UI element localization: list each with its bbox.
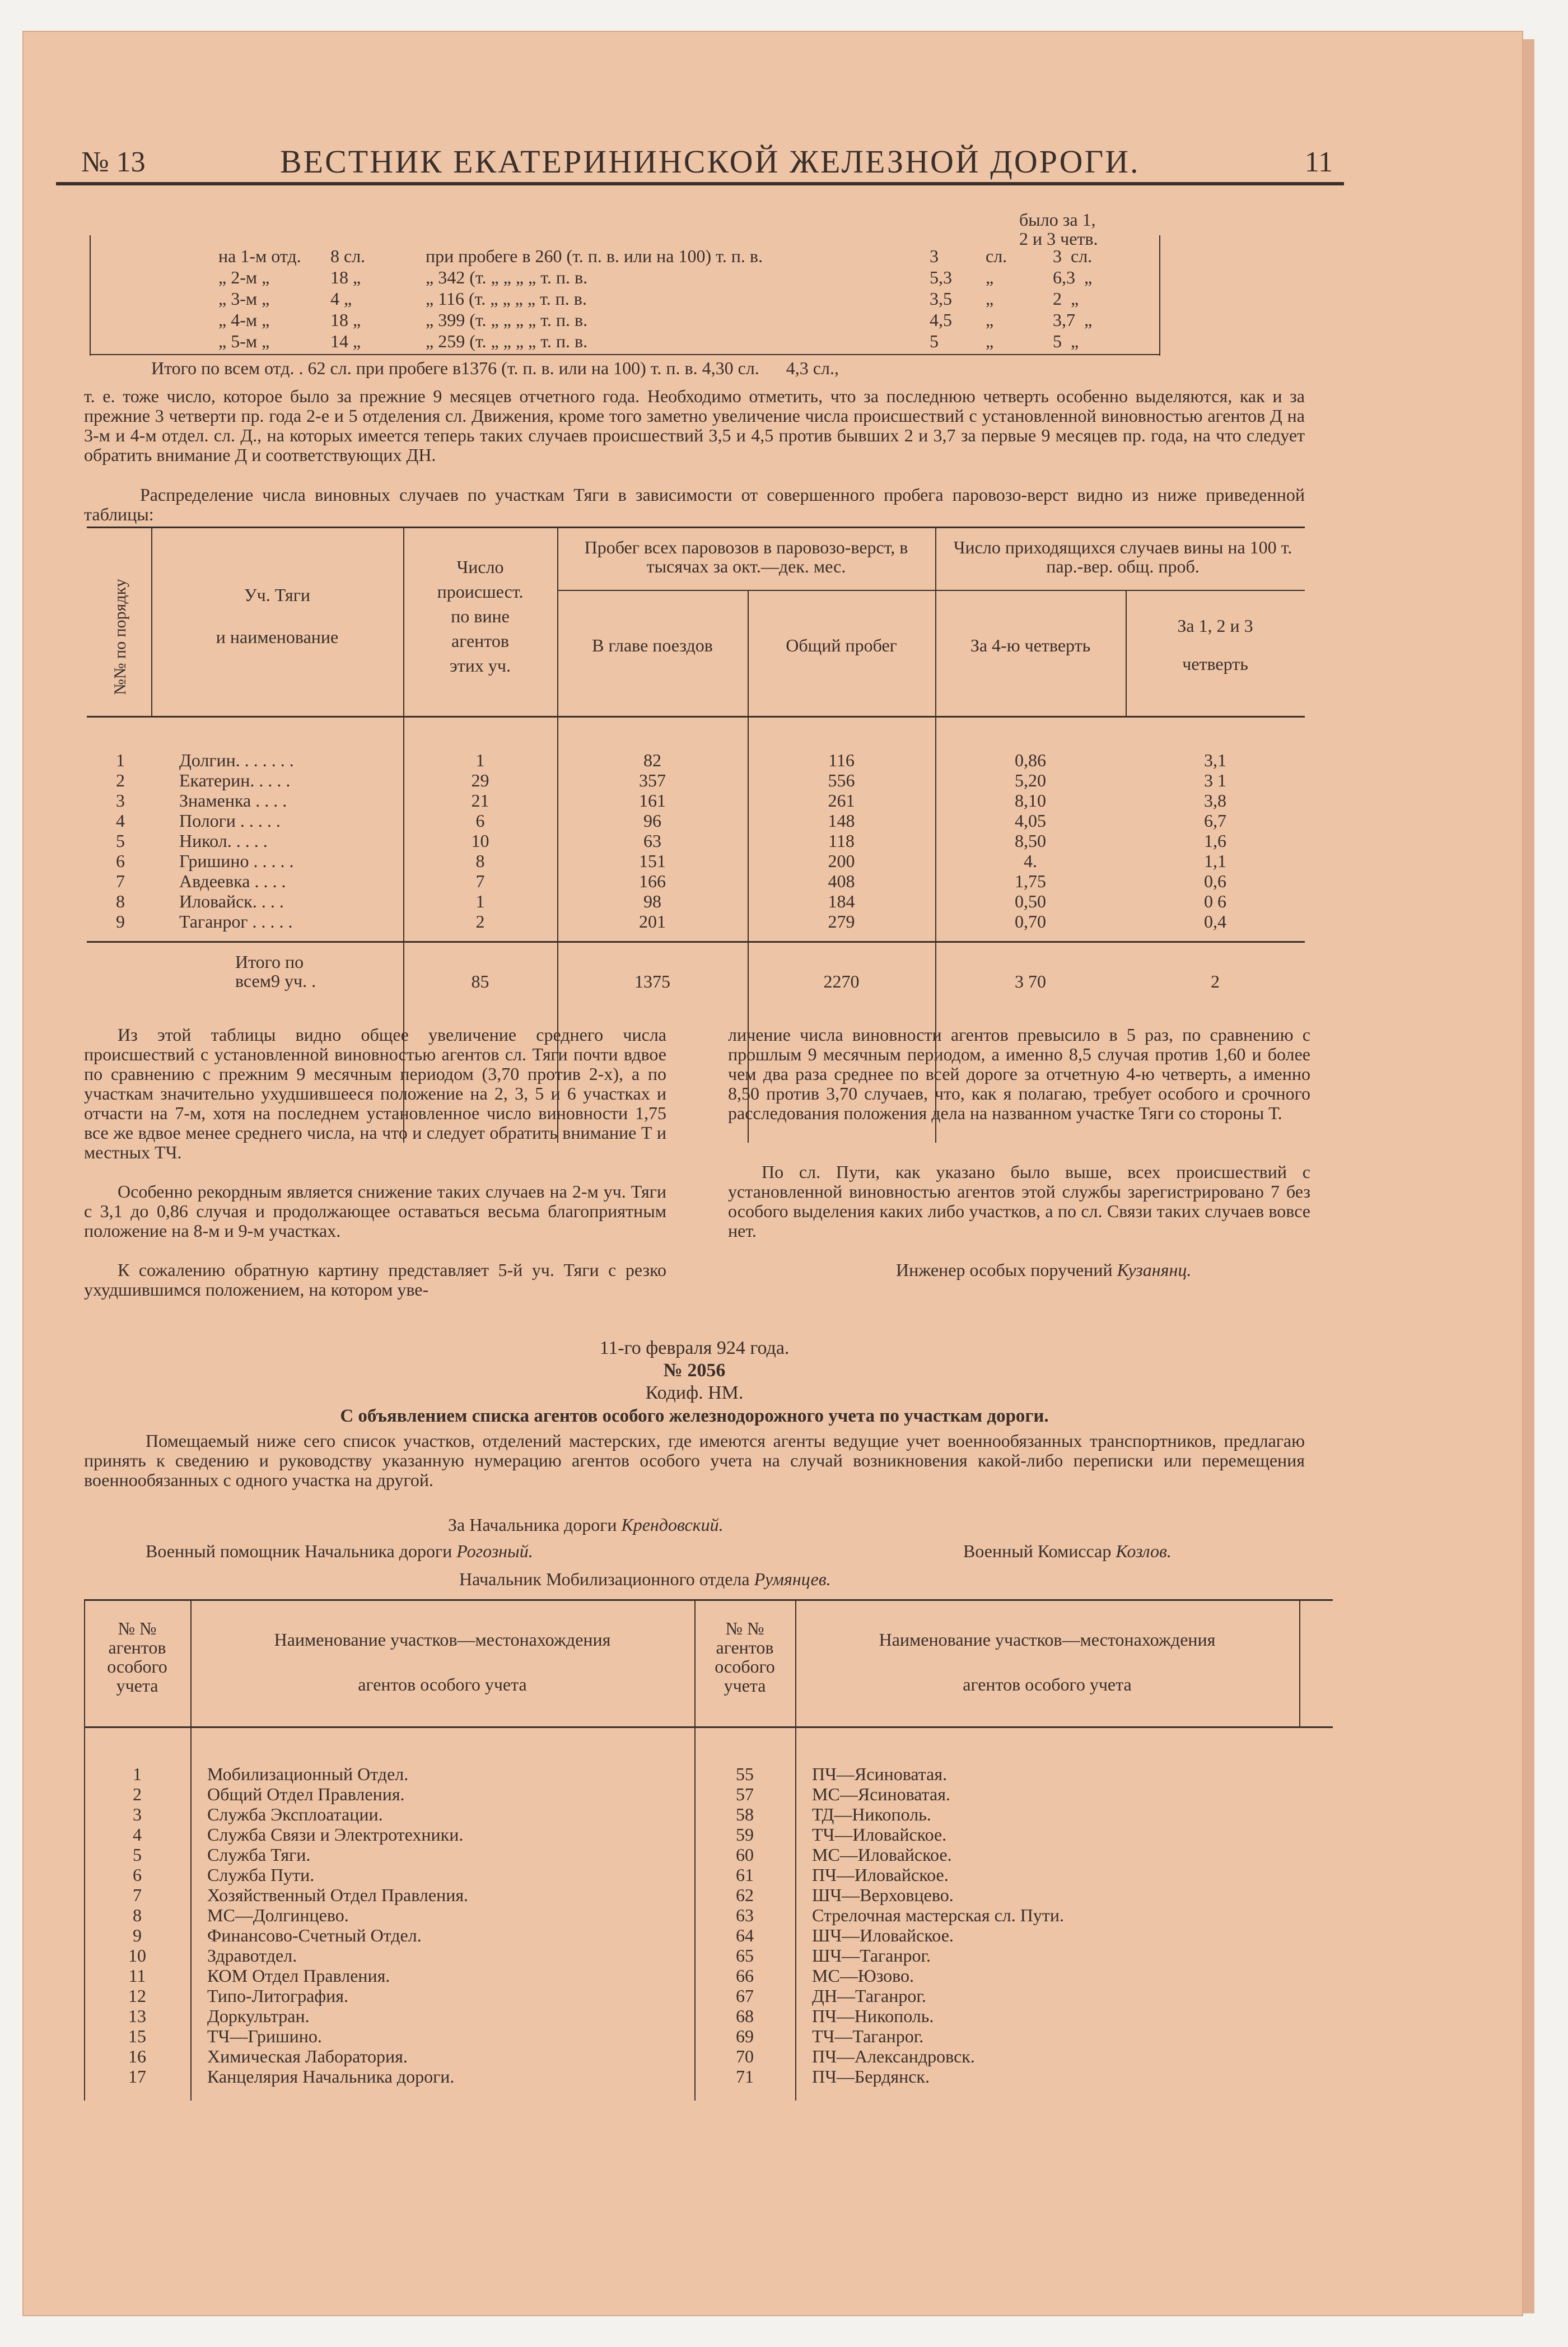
col-name-header-2: и наименование [216, 627, 339, 647]
stats-row-dept: „ 2-м „ [218, 267, 270, 287]
agent-location: ТЧ—Иловайское. [812, 1824, 947, 1845]
stats-row-unit: „ [986, 288, 994, 309]
stats-row-prev: 2 „ [1053, 288, 1079, 309]
col-rate-q4-header: За 4-ю четверть [970, 635, 1091, 655]
stats-row-dept: „ 5-м „ [218, 331, 270, 351]
agent-location: Служба Тяги. [207, 1845, 311, 1865]
row-run-trains: 82 [643, 750, 661, 770]
agents-num-header-left: № № агентов особого учета [107, 1618, 167, 1696]
row-incidents: 8 [475, 851, 485, 871]
row-rate-q13: 0,4 [1204, 911, 1226, 932]
stats-row-prev: 3 сл. [1053, 246, 1093, 266]
row-incidents: 7 [475, 871, 485, 891]
agent-location: Стрелочная мастерская сл. Пути. [812, 1905, 1064, 1925]
stats-row-count: 18 „ [330, 267, 361, 287]
page-number: 11 [1304, 146, 1333, 178]
agent-location: КОМ Отдел Правления. [207, 1966, 390, 1986]
paragraph-2: Распределение числа виновных случаев по участкам Тяги в зависимости от совершенного пробега паровозо-верст видно из ниже приведенной таблицы: [84, 485, 1305, 524]
row-number: 4 [116, 811, 125, 831]
row-run-total: 148 [828, 811, 855, 831]
newspaper-title: ВЕСТНИК ЕКАТЕРИНИНСКОЙ ЖЕЛЕЗНОЙ ДОРОГИ. [280, 143, 1140, 180]
row-run-total: 116 [828, 750, 855, 770]
row-depot-name: Долгин. . . . . . . [179, 750, 294, 770]
col-run-header: Пробег всех паровозов в паровозо-верст, в тысячах за окт.—дек. мес. [584, 537, 908, 576]
row-incidents: 2 [475, 911, 485, 932]
agent-location: ТЧ—Гришино. [207, 2026, 322, 2046]
agent-location: МС—Иловайское. [812, 1845, 952, 1865]
row-run-trains: 201 [639, 911, 666, 932]
agent-location: ТЧ—Таганрог. [812, 2026, 924, 2046]
col-rate-header: Число приходящихся случаев вины на 100 т. пар.-вер. общ. проб. [953, 537, 1292, 576]
row-rate-q13: 3,8 [1204, 790, 1226, 811]
stats-row-unit: „ [986, 310, 994, 330]
agent-number: 59 [736, 1824, 754, 1845]
row-depot-name: Знаменка . . . . [179, 790, 287, 811]
row-run-trains: 151 [639, 851, 666, 871]
agent-number: 67 [736, 1986, 754, 2006]
agent-location: Канцелярия Начальника дороги. [207, 2066, 455, 2087]
agent-location: МС—Долгинцево. [207, 1905, 349, 1925]
row-run-trains: 357 [639, 770, 666, 790]
row-depot-name: Авдеевка . . . . [179, 871, 286, 891]
row-rate-q13: 1,6 [1204, 831, 1226, 851]
stats-row-count: 8 сл. [330, 246, 366, 266]
total-run-trains: 1375 [634, 971, 670, 991]
row-run-total: 118 [828, 831, 855, 851]
signature-chief: За Начальника дороги Крендовский. [448, 1515, 724, 1535]
col-run-total-header: Общий пробег [786, 635, 897, 655]
stats-left-line [90, 235, 91, 356]
row-rate-q4: 1,75 [1015, 871, 1046, 891]
stats-row-rate: 3 [930, 246, 939, 266]
row-run-trains: 63 [643, 831, 661, 851]
row-depot-name: Таганрог . . . . . [179, 911, 293, 932]
row-number: 2 [116, 770, 125, 790]
row-incidents: 21 [471, 790, 489, 811]
stats-row-count: 18 „ [330, 310, 361, 330]
row-rate-q4: 4. [1024, 851, 1037, 871]
order-subject: С объявлением списка агентов особого железнодорожного учета по участкам дороги. [340, 1406, 1049, 1426]
agent-location: ПЧ—Александровск. [812, 2046, 975, 2066]
stats-right-line [1159, 235, 1160, 356]
agent-location: ПЧ—Никополь. [812, 2006, 934, 2026]
agent-number: 10 [128, 1945, 146, 1966]
stats-row-run: „ 259 (т. „ „ „ „ т. п. в. [426, 331, 588, 351]
total-run-all: 2270 [823, 971, 860, 991]
signature-mobilization: Начальник Мобилизационного отдела Румянцев. [459, 1569, 831, 1589]
row-number: 8 [116, 891, 125, 911]
total-rate-q4: 3 70 [1015, 971, 1046, 991]
stats-row-prev: 5 „ [1053, 331, 1079, 351]
stats-row-count: 14 „ [330, 331, 361, 351]
signature-engineer: Инженер особых поручений Кузанянц. [896, 1260, 1192, 1280]
row-rate-q13: 3,1 [1204, 750, 1226, 770]
agent-location: Химическая Лаборатория. [207, 2046, 408, 2066]
stats-row-run: „ 399 (т. „ „ „ „ т. п. в. [426, 310, 588, 330]
row-rate-q4: 0,86 [1015, 750, 1046, 770]
row-number: 7 [116, 871, 125, 891]
col-rate-q13-header: За 1, 2 и 3 четверть [1177, 616, 1253, 674]
agent-number: 58 [736, 1804, 754, 1824]
row-number: 3 [116, 790, 125, 811]
right-column-p2: По сл. Пути, как указано было выше, всех происшествий с установленной виновностью агентов этой службы зарегистрировано 7 без особого выделения каких либо участков, а по сл. Связи таких случаев вовсе нет. [728, 1162, 1310, 1241]
agent-number: 62 [736, 1885, 754, 1905]
row-rate-q13: 6,7 [1204, 811, 1226, 831]
row-run-total: 408 [828, 871, 855, 891]
stats-row-rate: 5 [930, 331, 939, 351]
agent-number: 16 [128, 2046, 146, 2066]
agent-location: ПЧ—Иловайское. [812, 1865, 949, 1885]
agents-num-header-right: № № агентов особого учета [715, 1618, 775, 1696]
signature-commissar: Военный Комиссар Козлов. [963, 1541, 1172, 1561]
agent-location: Здравотдел. [207, 1945, 297, 1966]
agent-location: Служба Эксплоатации. [207, 1804, 383, 1824]
row-run-trains: 161 [639, 790, 666, 811]
row-run-total: 184 [828, 891, 855, 911]
left-column-p1: Из этой таблицы видно общее увеличение среднего числа происшествий с установленной виновностью агентов сл. Тяги почти вдвое по сравнению с прежним 9 месячным периодом (3,70 против 2-х), а по участкам значительно ухудшившееся положение на 2, 3, 5 и 6 участках и отчасти на 7-м, хотя на последнем установленное число виновности 1,75 все же вдвое менее среднего числа, на что и следует обратить внимание Т и местных ТЧ. [84, 1025, 666, 1162]
row-rate-q4: 4,05 [1015, 811, 1046, 831]
agent-location: Общий Отдел Правления. [207, 1784, 405, 1804]
row-incidents: 1 [475, 750, 485, 770]
row-depot-name: Никол. . . . . [179, 831, 268, 851]
row-run-total: 261 [828, 790, 855, 811]
agent-location: ШЧ—Верховцево. [812, 1885, 954, 1905]
right-column-p1: личение числа виновности агентов превысило в 5 раз, по сравнению с прошлым 9 месячным периодом, а именно 8,5 случая против 1,60 и более чем два раза среднее по всей дороге за отчетную 4-ю четверть, а именно 8,50 против 3,70 случаев, что, как я полагаю, требует особого и срочного расследования положения дела на названном участке Тяги со стороны Т. [728, 1025, 1310, 1123]
agent-location: МС—Ясиноватая. [812, 1784, 950, 1804]
col-name-header-1: Уч. Тяги [244, 585, 311, 605]
agent-location: ПЧ—Бердянск. [812, 2066, 930, 2087]
agent-number: 12 [128, 1986, 146, 2006]
row-depot-name: Иловайск. . . . [179, 891, 284, 911]
agent-number: 63 [736, 1905, 754, 1925]
row-number: 5 [116, 831, 125, 851]
agent-number: 7 [133, 1885, 142, 1905]
prev-period-label: было за 1, 2 и 3 четв. [1019, 209, 1098, 249]
agent-number: 69 [736, 2026, 754, 2046]
agent-location: Служба Пути. [207, 1865, 315, 1885]
row-incidents: 1 [475, 891, 485, 911]
agent-location: ДН—Таганрог. [812, 1986, 926, 2006]
row-rate-q13: 0,6 [1204, 871, 1226, 891]
stats-row-unit: „ [986, 331, 994, 351]
row-rate-q13: 3 1 [1204, 770, 1226, 790]
row-rate-q13: 0 6 [1204, 891, 1226, 911]
agent-number: 65 [736, 1945, 754, 1966]
agent-number: 11 [128, 1966, 146, 1986]
agents-name-header-right-2: агентов особого учета [963, 1674, 1132, 1694]
row-run-trains: 166 [639, 871, 666, 891]
page-header [56, 143, 1344, 182]
stats-row-count: 4 „ [330, 288, 352, 309]
col-run-trains-header: В главе поездов [592, 635, 713, 655]
row-run-trains: 96 [643, 811, 661, 831]
agent-number: 8 [133, 1905, 142, 1925]
agent-location: Мобилизационный Отдел. [207, 1764, 409, 1784]
row-number: 9 [116, 911, 125, 932]
agent-number: 64 [736, 1925, 754, 1945]
stats-row-unit: „ [986, 267, 994, 287]
agent-number: 70 [736, 2046, 754, 2066]
agent-location: ТД—Никополь. [812, 1804, 931, 1824]
row-run-total: 279 [828, 911, 855, 932]
row-number: 1 [116, 750, 125, 770]
agent-number: 66 [736, 1966, 754, 1986]
row-run-trains: 98 [643, 891, 661, 911]
stats-row-prev: 3,7 „ [1053, 310, 1093, 330]
left-column-p3: К сожалению обратную картину представляет 5-й уч. Тяги с резко ухудшившимся положением, на котором уве- [84, 1260, 666, 1300]
stats-row-dept: „ 4-м „ [218, 310, 270, 330]
agent-number: 61 [736, 1865, 754, 1885]
paragraph-1: т. е. тоже число, которое было за прежние 9 месяцев отчетного года. Необходимо отметить, что за последнюю четверть особенно выделяются, как и за прежние 3 четверти пр. года 2-е и 5 отделения сл. Движения, кроме того заметно увеличение числа происшествий с установленной виновностью агентов Д на 3-м и 4-м отдел. сл. Д., на которых имеется теперь таких случаев происшествий 3,5 и 4,5 против бывших 2 и 3,7 за первые 9 месяцев пр. года, на что следует обратить внимание Д и соответствующих ДН. [84, 386, 1305, 465]
agent-number: 60 [736, 1845, 754, 1865]
stats-row-rate: 3,5 [930, 288, 952, 309]
stats-row-dept: „ 3-м „ [218, 288, 270, 309]
row-rate-q4: 0,50 [1015, 891, 1046, 911]
agent-number: 5 [133, 1845, 142, 1865]
order-number: № 2056 [663, 1360, 726, 1381]
issue-number: № 13 [81, 146, 146, 178]
row-rate-q4: 8,10 [1015, 790, 1046, 811]
stats-rule [90, 354, 1159, 355]
agents-name-header-left-1: Наименование участков—местонахождения [274, 1629, 611, 1650]
agent-number: 71 [736, 2066, 754, 2087]
agent-number: 1 [133, 1764, 142, 1784]
signature-military-assistant: Военный помощник Начальника дороги Рогозный. [146, 1541, 533, 1561]
agent-location: Доркультран. [207, 2006, 310, 2026]
agent-number: 57 [736, 1784, 754, 1804]
total-count: 85 [471, 971, 489, 991]
agent-location: МС—Юзово. [812, 1966, 914, 1986]
agent-number: 17 [128, 2066, 146, 2087]
agent-location: ШЧ—Иловайское. [812, 1925, 954, 1945]
col-count-header: Число происшест. по вине агентов этих уч. [437, 557, 524, 676]
agent-number: 13 [128, 2006, 146, 2026]
agent-number: 3 [133, 1804, 142, 1824]
agent-number: 9 [133, 1925, 142, 1945]
row-depot-name: Гришино . . . . . [179, 851, 294, 871]
row-incidents: 10 [471, 831, 489, 851]
header-rule [56, 182, 1344, 185]
agent-number: 6 [133, 1865, 142, 1885]
total-row-label: Итого по всем9 уч. . [235, 952, 316, 991]
row-rate-q4: 0,70 [1015, 911, 1046, 932]
row-rate-q13: 1,1 [1204, 851, 1226, 871]
row-run-total: 200 [828, 851, 855, 871]
order-codif: Кодиф. НМ. [645, 1382, 744, 1403]
agents-name-header-left-2: агентов особого учета [358, 1674, 527, 1694]
agent-number: 2 [133, 1784, 142, 1804]
row-incidents: 29 [471, 770, 489, 790]
total-rate-q13: 2 [1211, 971, 1220, 991]
stats-row-prev: 6,3 „ [1053, 267, 1093, 287]
agent-location: Типо-Литография. [207, 1986, 348, 2006]
agent-location: ШЧ—Таганрог. [812, 1945, 931, 1966]
agent-number: 55 [736, 1764, 754, 1784]
stats-row-run: „ 116 (т. „ „ „ „ т. п. в. [426, 288, 587, 309]
agent-number: 68 [736, 2006, 754, 2026]
agent-location: Служба Связи и Электротехники. [207, 1824, 464, 1845]
stats-row-unit: сл. [986, 246, 1007, 266]
col-number-header: №№ по порядку [111, 579, 129, 695]
row-number: 6 [116, 851, 125, 871]
row-depot-name: Пологи . . . . . [179, 811, 281, 831]
stats-row-rate: 4,5 [930, 310, 952, 330]
agent-number: 4 [133, 1824, 142, 1845]
row-depot-name: Екатерин. . . . . [179, 770, 291, 790]
stats-row-rate: 5,3 [930, 267, 952, 287]
stats-row-run: при пробеге в 260 (т. п. в. или на 100) т. п. в. [426, 246, 763, 266]
row-incidents: 6 [475, 811, 485, 831]
stats-row-run: „ 342 (т. „ „ „ „ т. п. в. [426, 267, 588, 287]
stats-row-dept: на 1-м отд. [218, 246, 301, 266]
left-column-p2: Особенно рекордным является снижение таких случаев на 2-м уч. Тяги с 3,1 до 0,86 случая и продолжающее оставаться весьма благоприятным положение на 8-м и 9-м участках. [84, 1181, 666, 1241]
order-date: 11-го февраля 924 года. [599, 1338, 790, 1358]
agent-location: Хозяйственный Отдел Правления. [207, 1885, 469, 1905]
stats-total: Итого по всем отд. . 62 сл. при пробеге в1376 (т. п. в. или на 100) т. п. в. 4,30 сл. 4,3 сл., [151, 358, 839, 378]
row-rate-q4: 5,20 [1015, 770, 1046, 790]
row-run-total: 556 [828, 770, 855, 790]
order-text: Помещаемый ниже сего список участков, отделений мастерских, где имеются агенты ведущие учет военнообязанных транспортников, предлагаю принять к сведению и руководству указанную нумерацию агентов особого учета на случай возникновения какой-либо переписки или перемещения военнообязанных с одного участка на другой. [84, 1431, 1305, 1490]
agent-number: 15 [128, 2026, 146, 2046]
row-rate-q4: 8,50 [1015, 831, 1046, 851]
agents-name-header-right-1: Наименование участков—местонахождения [879, 1629, 1216, 1650]
agent-location: ПЧ—Ясиноватая. [812, 1764, 948, 1784]
agent-location: Финансово-Счетный Отдел. [207, 1925, 422, 1945]
